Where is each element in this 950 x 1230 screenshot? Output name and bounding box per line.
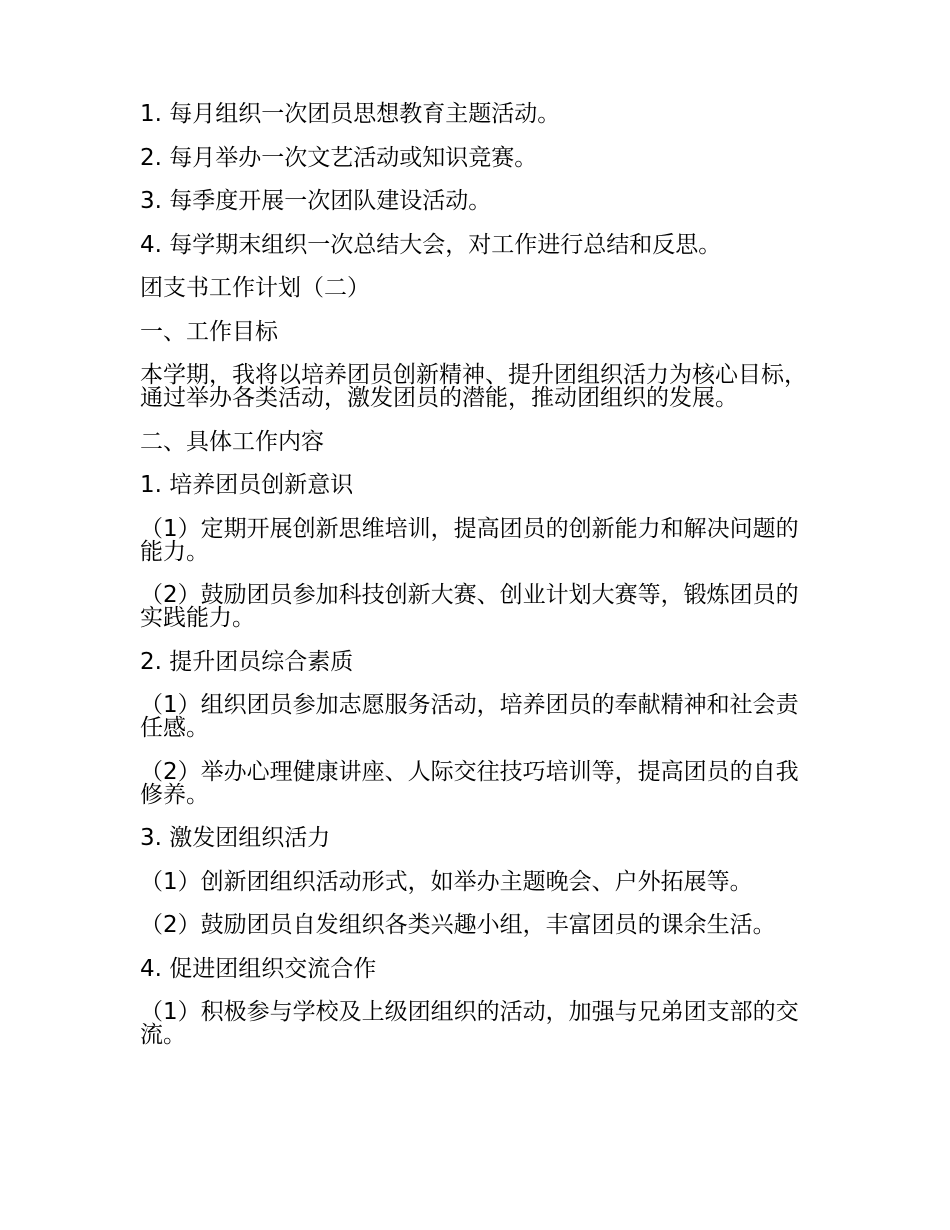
vitality-item-1: （1）创新团组织活动形式，如举办主题晚会、户外拓展等。 [140, 868, 753, 895]
quality-item-2: （2）举办心理健康讲座、人际交往技巧培训等，提高团员的自我修养。 [140, 758, 799, 808]
innovation-item-1: （1）定期开展创新思维培训，提高团员的创新能力和解决问题的能力。 [140, 515, 799, 565]
plan-item-1: 1. 每月组织一次团员思想教育主题活动。 [140, 101, 561, 127]
subheading-quality: 2. 提升团员综合素质 [140, 648, 354, 675]
section-title: 团支书工作计划（二） [140, 275, 370, 301]
heading-goals: 一、工作目标 [140, 318, 278, 345]
heading-content: 二、具体工作内容 [140, 428, 324, 455]
vitality-item-2: （2）鼓励团员自发组织各类兴趣小组，丰富团员的课余生活。 [140, 912, 776, 938]
goals-paragraph: 本学期，我将以培养团员创新精神、提升团组织活力为核心目标，通过举办各类活动，激发团员的潜能，推动团组织的发展。 [140, 362, 807, 411]
innovation-item-2: （2）鼓励团员参加科技创新大赛、创业计划大赛等，锻炼团员的实践能力。 [140, 582, 799, 631]
subheading-innovation: 1. 培养团员创新意识 [140, 472, 354, 498]
plan-item-2: 2. 每月举办一次文艺活动或知识竞赛。 [140, 144, 538, 171]
plan-item-4: 4. 每学期末组织一次总结大会，对工作进行总结和反思。 [140, 231, 722, 258]
cooperation-item-1: （1）积极参与学校及上级团组织的活动，加强与兄弟团支部的交流。 [140, 999, 799, 1048]
quality-item-1: （1）组织团员参加志愿服务活动，培养团员的奉献精神和社会责任感。 [140, 692, 799, 741]
subheading-vitality: 3. 激发团组织活力 [140, 825, 331, 851]
plan-item-3: 3. 每季度开展一次团队建设活动。 [140, 188, 492, 214]
document-page [140, 103, 810, 1068]
subheading-cooperation: 4. 促进团组织交流合作 [140, 955, 377, 982]
